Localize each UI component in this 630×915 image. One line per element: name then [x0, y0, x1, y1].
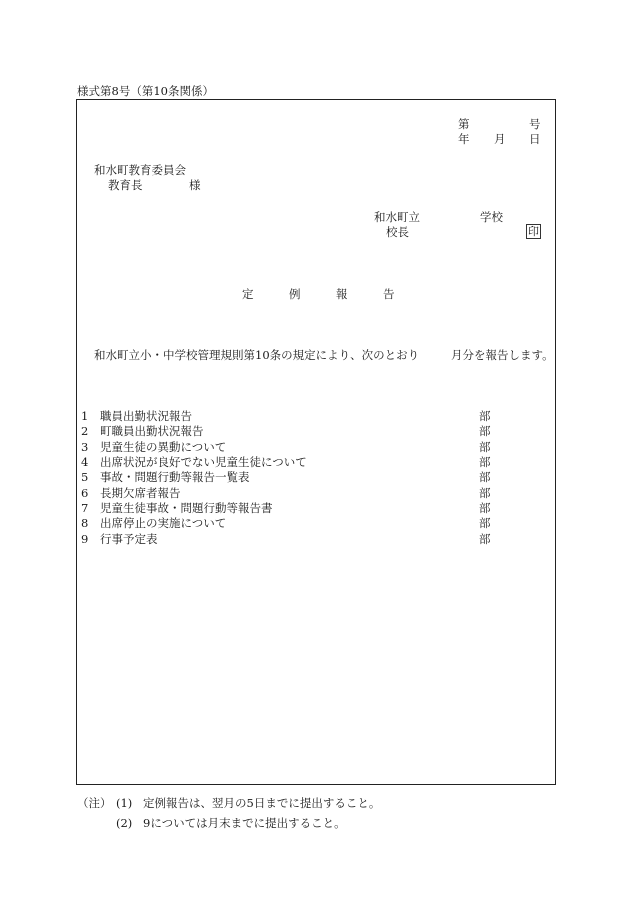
- title-char-4: 告: [383, 287, 395, 301]
- title-char-2: 例: [289, 287, 301, 301]
- note-1-text: 定例報告は、翌月の5日までに提出すること。: [143, 796, 381, 810]
- note-2-number: (2): [116, 816, 133, 830]
- item-number: 4: [81, 455, 89, 469]
- addressee-board: 和水町教育委員会: [94, 163, 186, 177]
- item-number: 8: [81, 516, 89, 530]
- item-number: 1: [81, 409, 89, 423]
- item-label: 児童生徒事故・問題行動等報告書: [100, 501, 273, 515]
- addressee-honorific: 様: [189, 178, 201, 192]
- date-day: 日: [529, 132, 541, 146]
- number-dai: 第: [458, 117, 470, 131]
- item-unit: 部: [479, 409, 491, 423]
- item-unit: 部: [479, 424, 491, 438]
- item-unit: 部: [479, 501, 491, 515]
- date-month: 月: [494, 132, 506, 146]
- sender-school-prefix: 和水町立: [374, 210, 420, 224]
- item-unit: 部: [479, 455, 491, 469]
- addressee-title: 教育長: [108, 178, 143, 192]
- title-char-3: 報: [336, 287, 348, 301]
- item-label: 出席状況が良好でない児童生徒について: [100, 455, 307, 469]
- item-label: 職員出勤状況報告: [100, 409, 192, 423]
- item-label: 事故・問題行動等報告一覧表: [100, 470, 250, 484]
- note-prefix: （注）: [77, 796, 112, 810]
- body-text-main: 和水町立小・中学校管理規則第10条の規定により、次のとおり: [94, 348, 420, 362]
- item-number: 9: [81, 532, 89, 546]
- number-go: 号: [529, 117, 541, 131]
- title-char-1: 定: [242, 287, 254, 301]
- seal-mark: 印: [528, 225, 539, 238]
- item-unit: 部: [479, 440, 491, 454]
- item-label: 児童生徒の異動について: [100, 440, 227, 454]
- item-number: 5: [81, 470, 89, 484]
- item-label: 行事予定表: [100, 532, 158, 546]
- item-label: 長期欠席者報告: [100, 486, 181, 500]
- item-unit: 部: [479, 486, 491, 500]
- item-label: 出席停止の実施について: [100, 516, 227, 530]
- sender-principal: 校長: [386, 225, 409, 239]
- item-number: 2: [81, 424, 89, 438]
- item-unit: 部: [479, 470, 491, 484]
- item-label: 町職員出勤状況報告: [100, 424, 204, 438]
- date-year: 年: [458, 132, 470, 146]
- note-2-text: 9については月末までに提出すること。: [143, 816, 346, 830]
- item-number: 6: [81, 486, 89, 500]
- sender-school-suffix: 学校: [480, 210, 503, 224]
- item-number: 7: [81, 501, 89, 515]
- form-label: 様式第8号（第10条関係）: [77, 84, 214, 98]
- body-text-month: 月分を報告します。: [451, 348, 554, 362]
- item-number: 3: [81, 440, 89, 454]
- note-1-number: (1): [116, 796, 133, 810]
- item-unit: 部: [479, 532, 491, 546]
- item-unit: 部: [479, 516, 491, 530]
